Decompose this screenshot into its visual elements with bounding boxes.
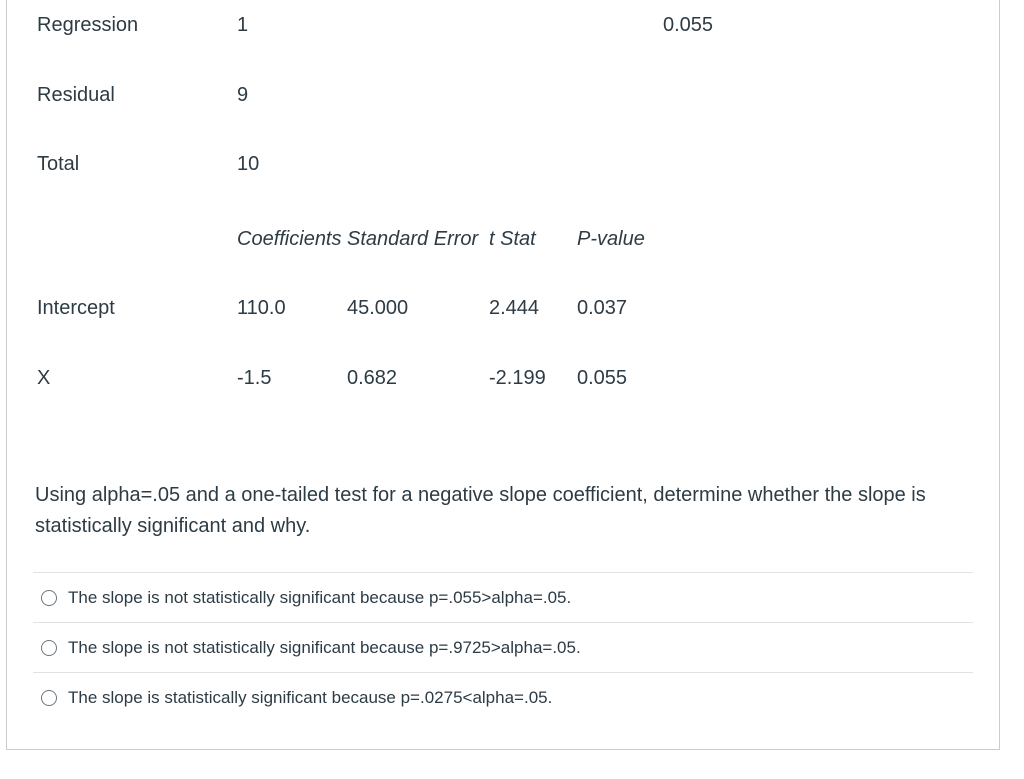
pvalue-x: 0.055 [577,367,628,389]
pvalue-intercept: 0.037 [577,297,628,319]
tstat-value-x: -2.199 [489,367,546,389]
se-value-x: 0.682 [347,367,398,389]
header-coefficients: Coefficients [237,228,342,250]
radio-button[interactable] [41,590,57,606]
coef-value-x: -1.5 [237,367,272,389]
answer-label: The slope is not statistically significant because p=.055>alpha=.05. [68,587,572,607]
answer-option-3[interactable] [33,673,973,723]
answer-label: The slope is not statistically significant because p=.9725>alpha=.05. [68,637,581,657]
anova-label-regression: Regression [37,14,139,36]
answer-list [33,572,973,723]
coef-value-intercept: 110.0 [237,297,286,319]
radio-button[interactable] [41,640,57,656]
anova-label-residual: Residual [37,84,115,106]
answer-option-1[interactable] [33,573,973,623]
anova-value-regression: 0.055 [663,14,714,36]
anova-df-regression: 1 [237,14,249,36]
tstat-value-intercept: 2.444 [489,297,540,319]
answer-label: The slope is statistically significant because p=.0275<alpha=.05. [68,688,553,707]
coef-label-x: X [37,367,51,389]
question-text: Using alpha=.05 and a one-tailed test for a negative slope coefficient, determine whether the slope is statistically significant and why. [35,484,926,537]
header-p-value: P-value [577,228,645,250]
radio-button[interactable] [41,690,57,706]
header-t-stat: t Stat [489,228,536,250]
coef-label-intercept: Intercept [37,297,115,319]
anova-df-total: 10 [237,153,260,175]
se-value-intercept: 45.000 [347,297,409,319]
header-standard-error: Standard Error [347,228,479,250]
anova-label-total: Total [37,153,80,175]
anova-df-residual: 9 [237,84,249,106]
answer-option-2[interactable] [33,623,973,673]
